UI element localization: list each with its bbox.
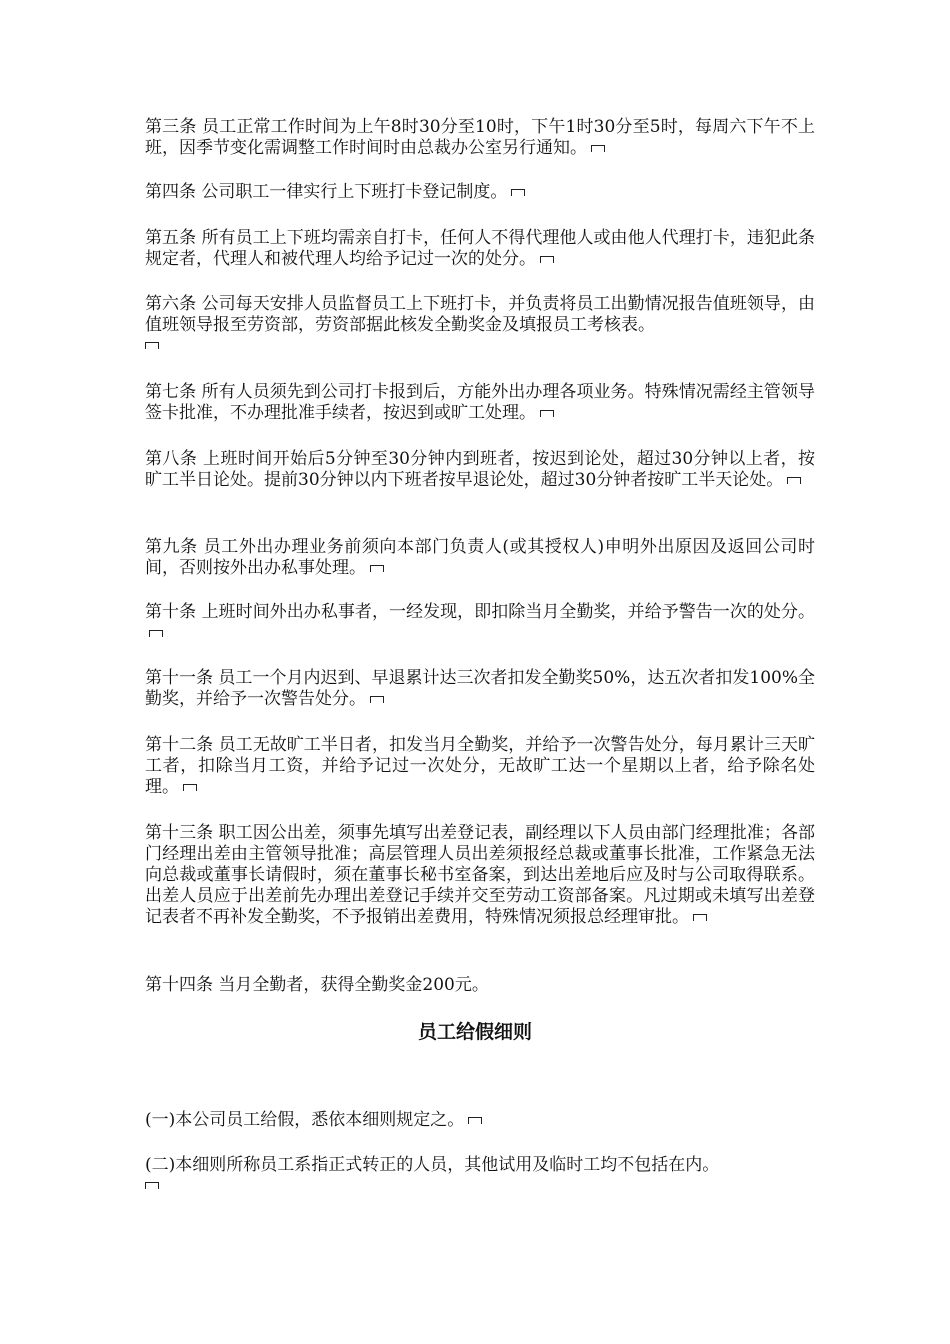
- article-9: 第九条 员工外出办理业务前须向本部门负责人(或其授权人)申明外出原因及返回公司时间，否则按外出办私事处理。: [145, 537, 815, 578]
- paragraph-mark-icon: [370, 696, 384, 703]
- article-8: 第八条 上班时间开始后5分钟至30分钟内到班者，按迟到论处，超过30分钟以上者，按旷工半日论处。提前30分钟以内下班者按早退论处，超过30分钟者按旷工半天论处。: [145, 449, 815, 490]
- rule-1: (一)本公司员工给假，悉依本细则规定之。: [145, 1110, 815, 1131]
- paragraph-mark-icon: [183, 784, 197, 791]
- article-4: 第四条 公司职工一律实行上下班打卡登记制度。: [145, 182, 815, 203]
- rule-2: (二)本细则所称员工系指正式转正的人员，其他试用及临时工均不包括在内。: [145, 1155, 815, 1189]
- paragraph-mark-icon: [540, 256, 554, 263]
- article-14: 第十四条 当月全勤者，获得全勤奖金200元。: [145, 975, 489, 995]
- paragraph-mark-icon: [540, 410, 554, 417]
- article-11: 第十一条 员工一个月内迟到、早退累计达三次者扣发全勤奖50%，达五次者扣发100%全勤奖，并给予一次警告处分。: [145, 668, 815, 709]
- paragraph-mark-icon: [370, 565, 384, 572]
- article-5: 第五条 所有员工上下班均需亲自打卡，任何人不得代理他人或由他人代理打卡，违犯此条规定者，代理人和被代理人均给予记过一次的处分。: [145, 228, 815, 269]
- paragraph-mark-icon: [468, 1117, 482, 1124]
- article-6: 第六条 公司每天安排人员监督员工上下班打卡，并负责将员工出勤情况报告值班领导，由值班领导报至劳资部，劳资部据此核发全勤奖金及填报员工考核表。: [145, 294, 815, 349]
- article-7: 第七条 所有人员须先到公司打卡报到后，方能外出办理各项业务。特殊情况需经主管领导签卡批准，不办理批准手续者，按迟到或旷工处理。: [145, 382, 815, 423]
- paragraph-mark-icon: [145, 1182, 159, 1189]
- paragraph-mark-icon: [145, 342, 159, 349]
- article-12: 第十二条 员工无故旷工半日者，扣发当月全勤奖，并给予一次警告处分，每月累计三天旷工者，扣除当月工资，并给予记过一次处分，无故旷工达一个星期以上者，给予除名处理。: [145, 735, 815, 797]
- paragraph-mark-icon: [511, 189, 525, 196]
- article-10: 第十条 上班时间外出办私事者，一经发现，即扣除当月全勤奖，并给予警告一次的处分。: [145, 602, 815, 644]
- paragraph-mark-icon: [591, 145, 605, 152]
- article-3: 第三条 员工正常工作时间为上午8时30分至10时，下午1时30分至5时，每周六下午不上班，因季节变化需调整工作时间时由总裁办公室另行通知。: [145, 117, 815, 158]
- paragraph-mark-icon: [693, 914, 707, 921]
- section-title: 员工给假细则: [417, 1021, 532, 1043]
- paragraph-mark-icon: [787, 477, 801, 484]
- paragraph-mark-icon: [149, 630, 163, 637]
- article-13: 第十三条 职工因公出差，须事先填写出差登记表，副经理以下人员由部门经理批准；各部门经理出差由主管领导批准；高层管理人员出差须报经总裁或董事长批准，工作紧急无法向总裁或董事长请假时，须在董事长秘书室备案，到达出差地后应及时与公司取得联系。出差人员应于出差前先办理出差登记手续并交至劳动工资部备案。凡过期或未填写出差登记表者不再补发全勤奖，不予报销出差费用，特殊情况须报总经理审批。: [145, 823, 815, 927]
